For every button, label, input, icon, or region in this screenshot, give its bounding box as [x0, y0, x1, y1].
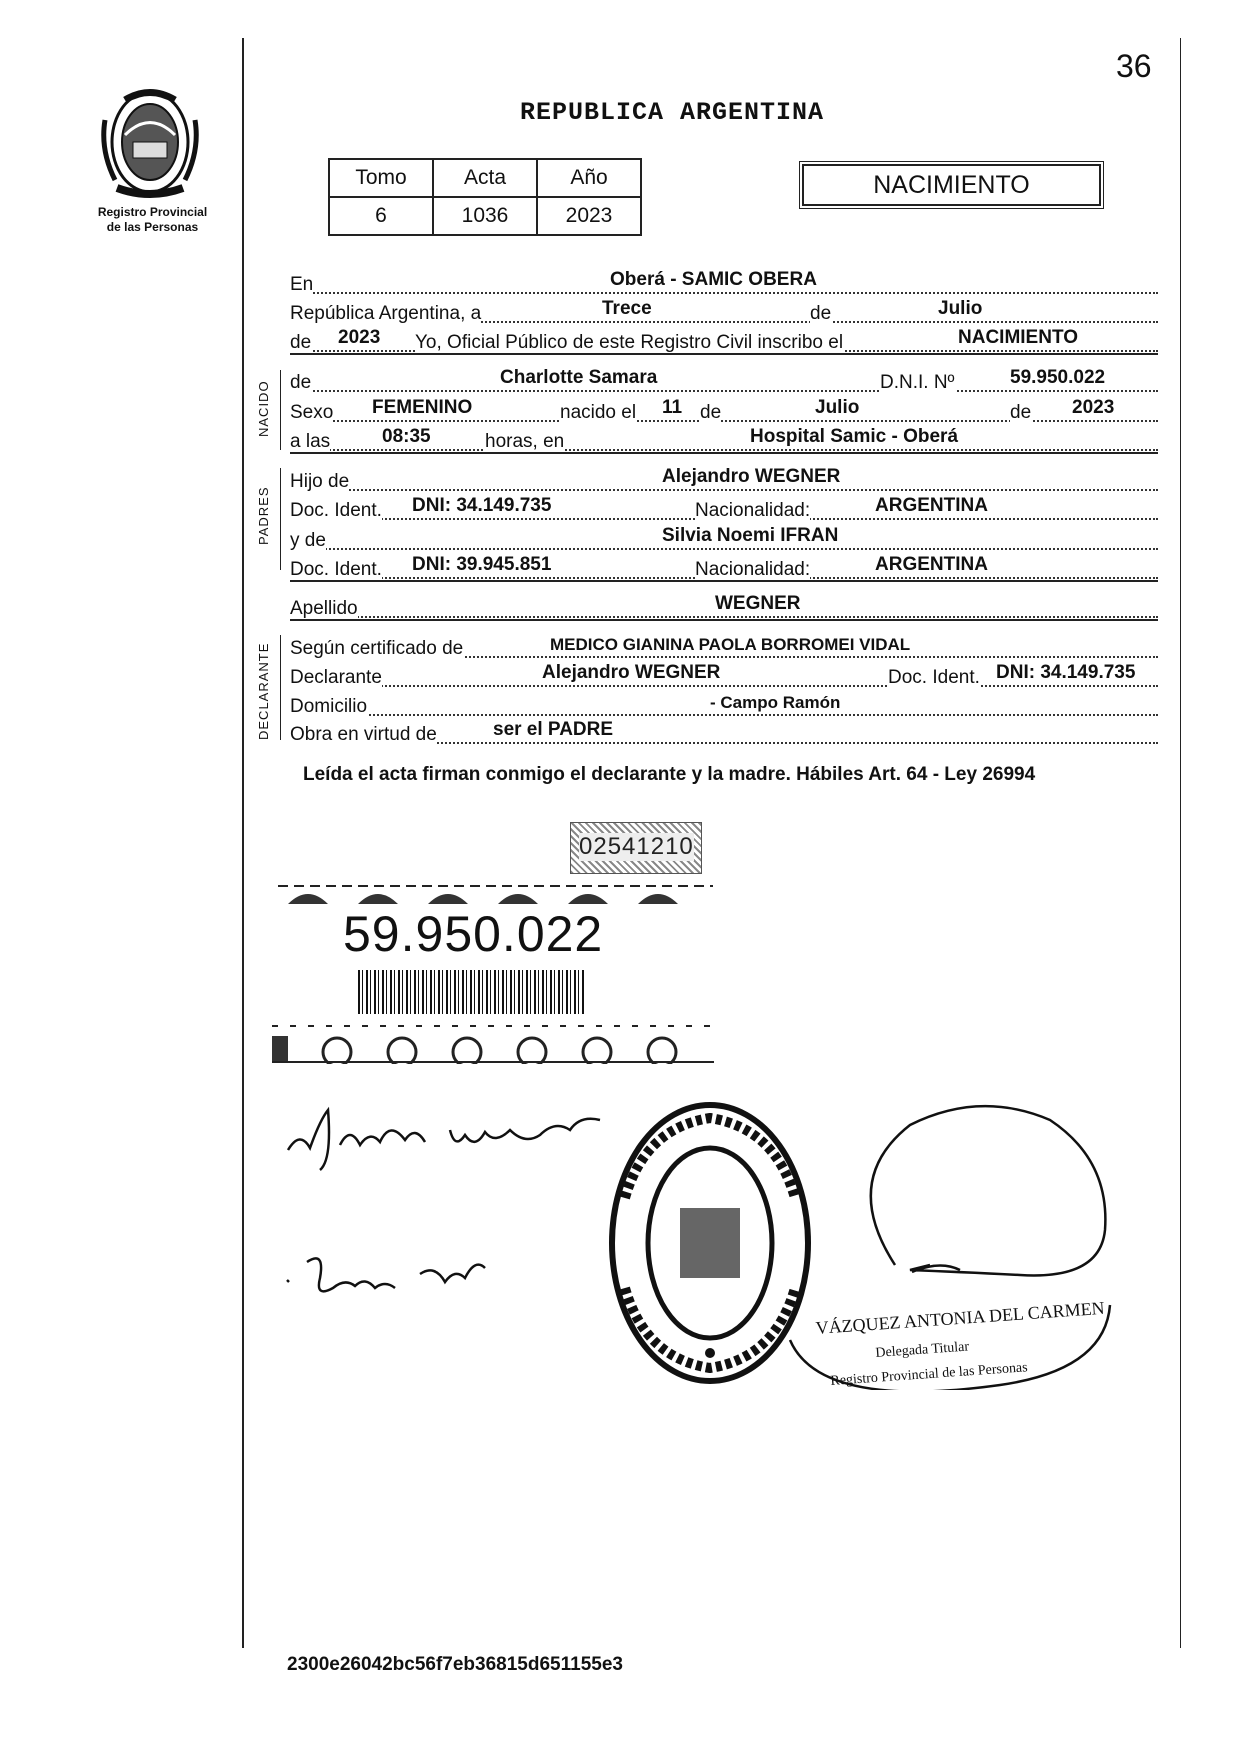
label-nacionalidad-2: Nacionalidad:	[695, 559, 811, 580]
label-doc-ident-1: Doc. Ident.	[290, 500, 382, 521]
label-horas-en: horas, en	[485, 431, 565, 452]
label-de-1: de	[810, 303, 832, 324]
security-band-bottom	[272, 1022, 714, 1064]
official-office: Registro Provincial de las Personas	[830, 1360, 1029, 1389]
row-certificado	[290, 632, 1158, 662]
page-number: 36	[1116, 48, 1152, 84]
value-lugar-nac: Hospital Samic - Oberá	[750, 426, 959, 447]
label-y-de: y de	[290, 530, 326, 551]
label-de-2: de	[290, 332, 312, 353]
row-domicilio	[290, 690, 1158, 720]
label-segun: Según certificado de	[290, 638, 464, 659]
closing-note: Leída el acta firman conmigo el declarante y la madre. Hábiles Art. 64 - Ley 26994	[303, 764, 1036, 785]
row-declarante	[290, 661, 1158, 691]
mother-signature	[285, 1238, 495, 1308]
label-doc-ident-2: Doc. Ident.	[290, 559, 382, 580]
official-title: Delegada Titular	[875, 1339, 970, 1361]
label-apellido: Apellido	[290, 598, 358, 619]
label-declarante: Declarante	[290, 667, 382, 688]
value-nac-mes: Julio	[815, 397, 860, 418]
value-domicilio: - Campo Ramón	[710, 693, 841, 712]
value-sexo: FEMENINO	[372, 397, 473, 418]
value-nombre: Charlotte Samara	[500, 367, 658, 388]
value-anio: 2023	[338, 327, 381, 348]
row-madre-doc	[290, 553, 1158, 583]
value-lugar: Oberá - SAMIC OBERA	[610, 269, 817, 290]
row-fecha	[290, 297, 1158, 327]
label-obra: Obra en virtud de	[290, 724, 437, 745]
side-label-nacido: NACIDO	[256, 380, 271, 437]
value-apellido: WEGNER	[715, 593, 801, 614]
security-band-top	[278, 880, 713, 906]
label-domicilio: Domicilio	[290, 696, 368, 717]
value-declarante: Alejandro WEGNER	[542, 662, 721, 683]
side-label-padres: PADRES	[256, 486, 271, 545]
value-padre-dni: DNI: 34.149.735	[412, 495, 552, 516]
record-type-box: NACIMIENTO	[802, 164, 1101, 206]
label-de-3: de	[290, 372, 312, 393]
row-nombre	[290, 366, 1158, 396]
country-title: REPUBLICA ARGENTINA	[520, 98, 825, 127]
right-margin-line	[1180, 38, 1181, 1648]
th-acta: Acta	[433, 159, 537, 197]
registry-name-line2: de las Personas	[106, 220, 199, 234]
tomo-acta-anio-table	[328, 158, 642, 236]
value-dia-texto: Trece	[602, 298, 652, 319]
label-de-4: de	[700, 402, 722, 423]
row-hora	[290, 425, 1158, 455]
barcode	[358, 970, 586, 1014]
label-nacido-el: nacido el	[560, 402, 637, 423]
row-madre	[290, 524, 1158, 554]
document-hash: 2300e26042bc56f7eb36815d651155e3	[287, 1654, 623, 1675]
value-nac-anio: 2023	[1072, 397, 1115, 418]
value-padre-nac: ARGENTINA	[875, 495, 988, 516]
th-anio: Año	[537, 159, 641, 197]
serial-number: 02541210	[579, 833, 694, 860]
row-obra	[290, 718, 1158, 748]
label-de-5: de	[1010, 402, 1032, 423]
value-nac-dia: 11	[662, 397, 683, 418]
official-name: VÁZQUEZ ANTONIA DEL CARMEN	[815, 1297, 1106, 1338]
side-bracket-padres	[280, 468, 281, 570]
value-madre-dni: DNI: 39.945.851	[412, 554, 552, 575]
value-padre: Alejandro WEGNER	[662, 466, 841, 487]
label-nacionalidad-1: Nacionalidad:	[695, 500, 811, 521]
td-tomo: 6	[329, 197, 433, 235]
side-bracket-declarante	[280, 635, 281, 740]
th-tomo: Tomo	[329, 159, 433, 197]
row-lugar	[290, 268, 1158, 298]
registry-name-line1: Registro Provincial	[97, 205, 208, 219]
label-en: En	[290, 274, 314, 295]
value-madre: Silvia Noemi IFRAN	[662, 525, 839, 546]
value-mes-texto: Julio	[938, 298, 983, 319]
side-bracket-nacido	[280, 370, 281, 450]
td-acta: 1036	[433, 197, 537, 235]
id-number: 59.950.022	[343, 906, 604, 962]
row-inscripcion	[290, 326, 1158, 356]
serial-stamp	[570, 822, 702, 874]
label-doc-ident-3: Doc. Ident.	[888, 667, 980, 688]
label-sexo: Sexo	[290, 402, 334, 423]
value-obra: ser el PADRE	[493, 719, 614, 740]
value-tipo: NACIMIENTO	[958, 327, 1078, 348]
label-republica: República Argentina, a	[290, 303, 482, 324]
value-dni: 59.950.022	[1010, 367, 1106, 388]
td-anio: 2023	[537, 197, 641, 235]
label-hijo-de: Hijo de	[290, 471, 350, 492]
label-yo: Yo, Oficial Público de este Registro Civil inscribo el	[415, 332, 844, 353]
left-margin-line	[242, 38, 244, 1648]
label-dni-no: D.N.I. Nº	[880, 372, 955, 393]
value-madre-nac: ARGENTINA	[875, 554, 988, 575]
side-label-declarante: DECLARANTE	[256, 642, 271, 740]
row-sexo	[290, 396, 1158, 426]
value-declarante-dni: DNI: 34.149.735	[996, 662, 1136, 683]
value-certificado: MEDICO GIANINA PAOLA BORROMEI VIDAL	[550, 635, 911, 654]
row-padre-doc	[290, 494, 1158, 524]
father-signature	[280, 1090, 610, 1180]
misiones-coat-of-arms	[95, 80, 205, 205]
row-apellido	[290, 592, 1158, 622]
value-hora: 08:35	[382, 426, 431, 447]
label-a-las: a las	[290, 431, 331, 452]
row-padre	[290, 465, 1158, 495]
